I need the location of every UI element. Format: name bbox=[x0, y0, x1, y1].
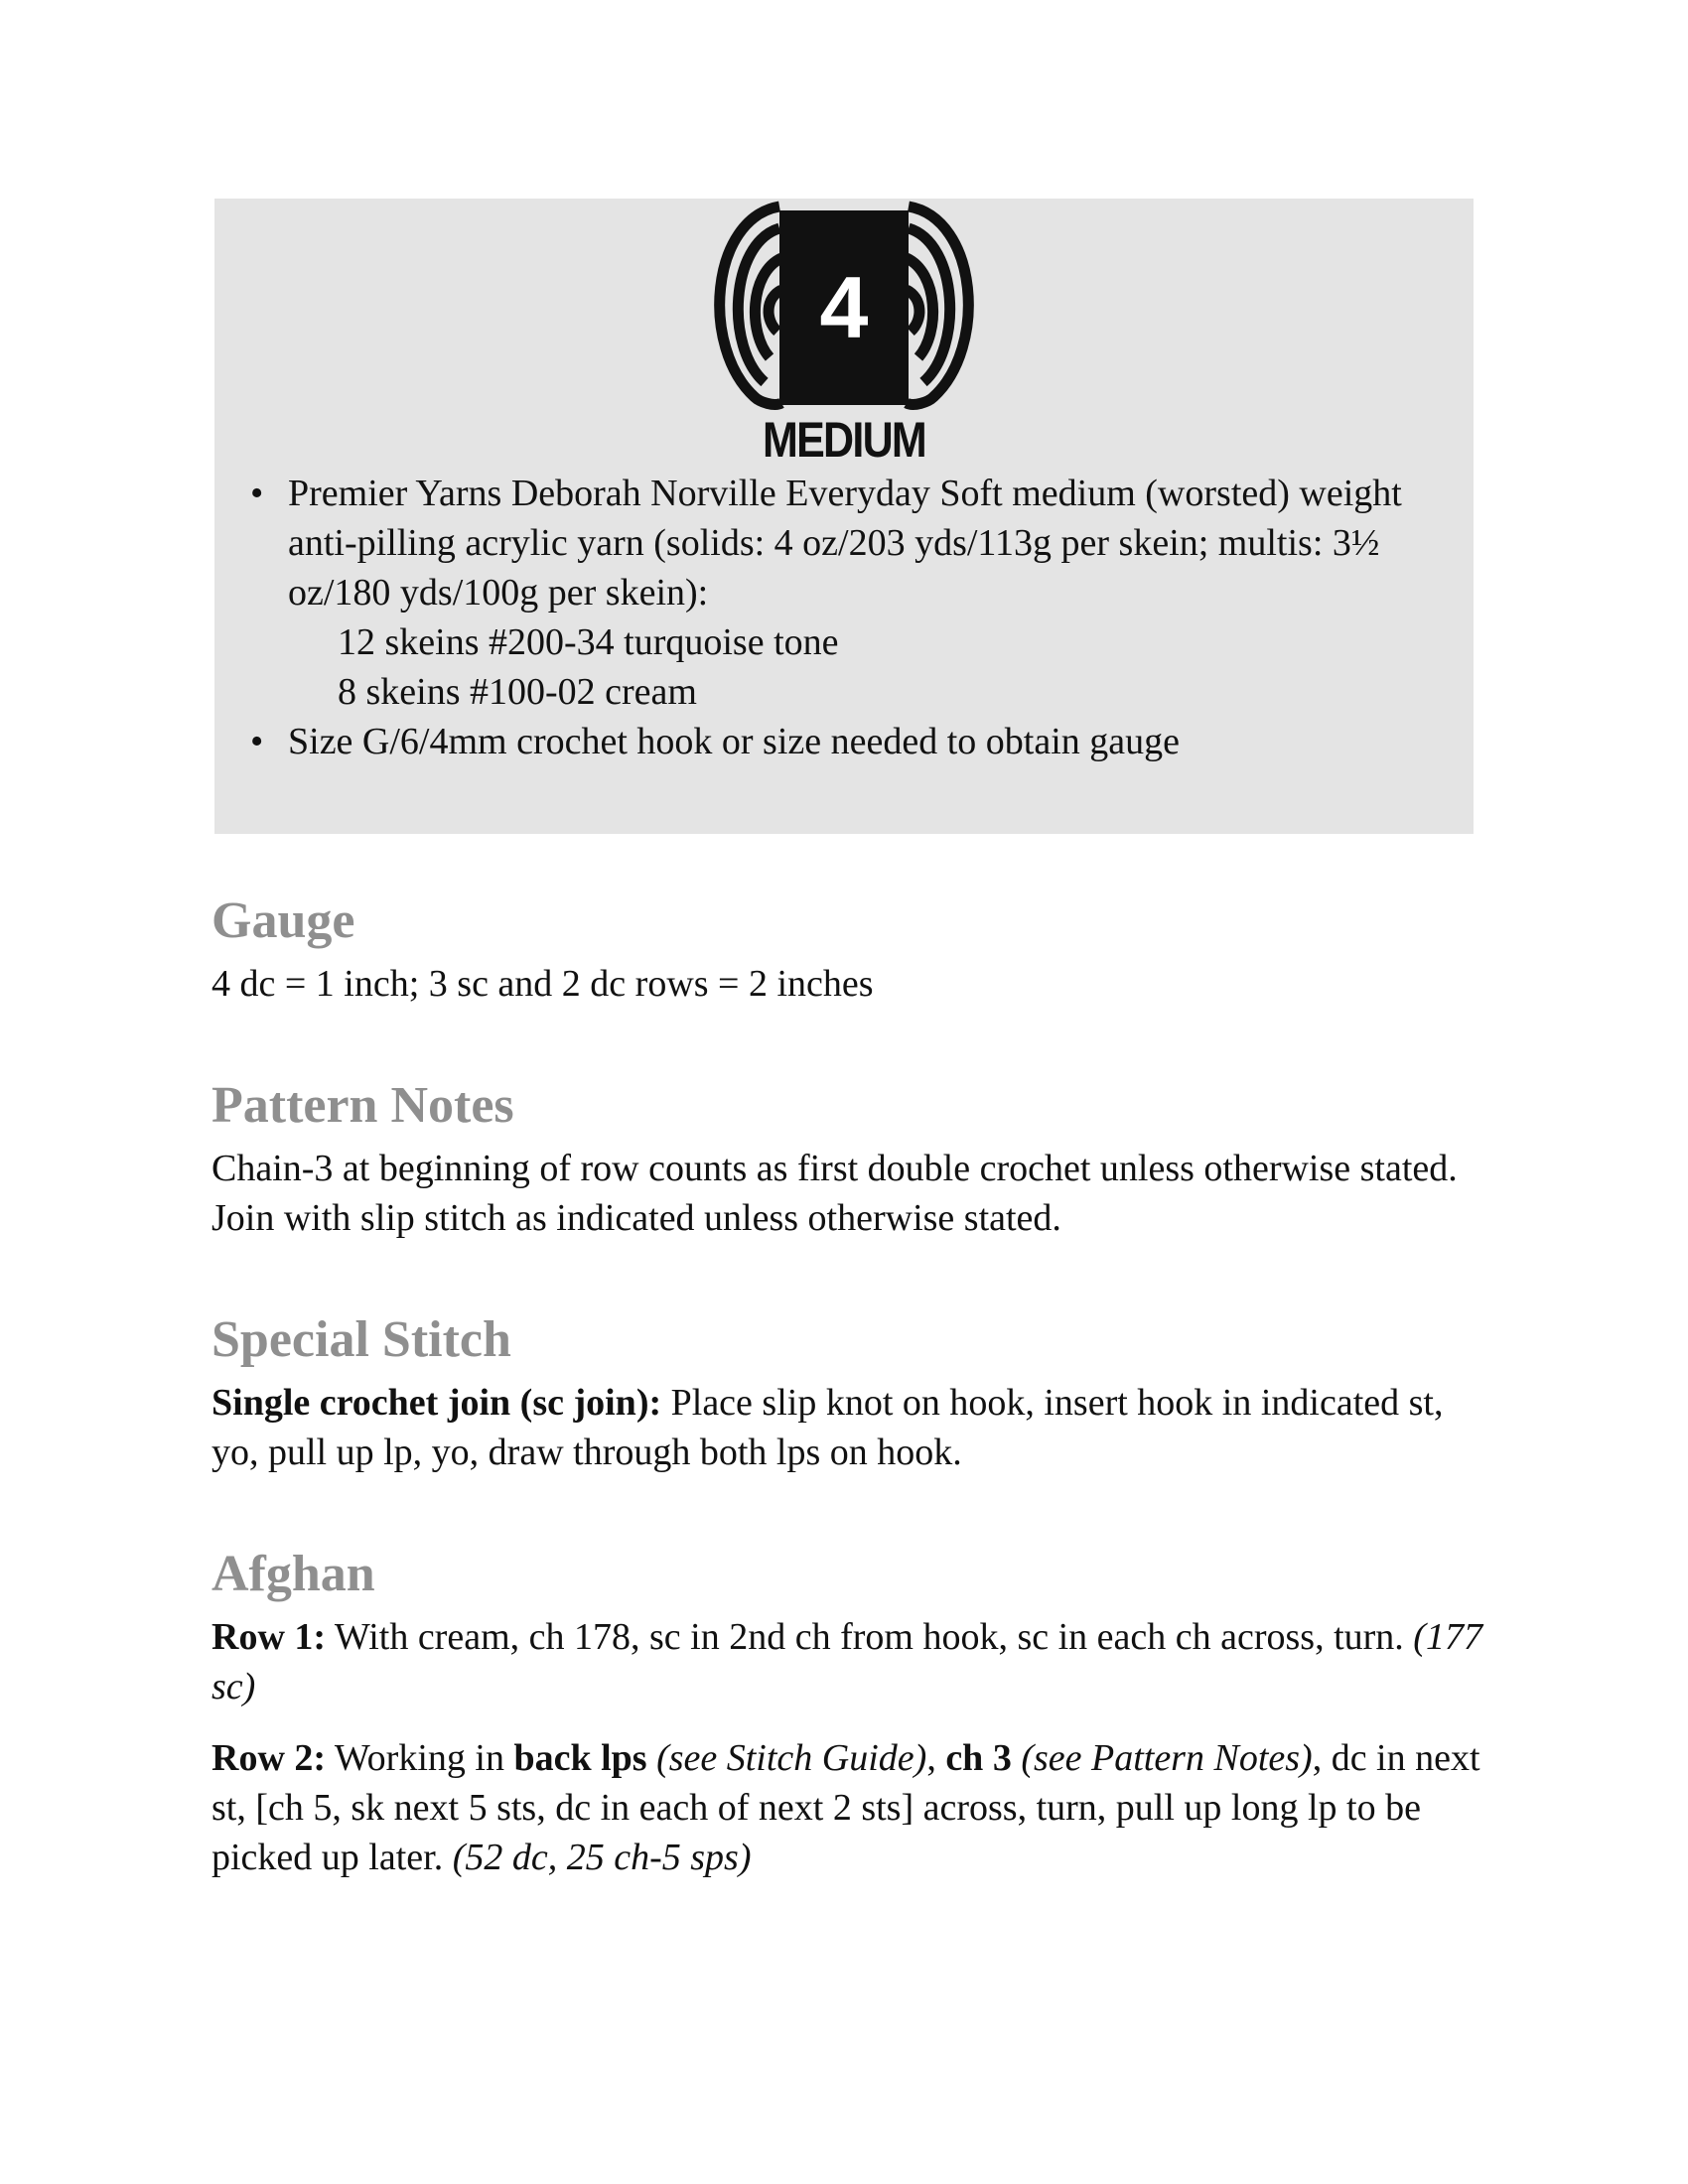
gauge-title: Gauge bbox=[211, 892, 355, 949]
stitch-count: (52 dc, 25 ch-5 sps) bbox=[452, 1837, 752, 1878]
materials-item-text: Premier Yarns Deborah Norville Everyday Soft medium (worsted) weight anti-pilling acrylic yarn (solids: 4 oz/203 yds/113g per skein; multis: 3½ oz/180 yds/100g per skein): bbox=[288, 473, 1402, 614]
pattern-content bbox=[211, 891, 1482, 1882]
materials-box bbox=[214, 199, 1474, 834]
materials-subitem: 8 skeins #100-02 cream bbox=[338, 671, 697, 713]
pattern-note: Join with slip stitch as indicated unless otherwise stated. bbox=[211, 1197, 1061, 1239]
afghan-section bbox=[211, 1545, 1482, 1882]
row-text: , dc in next st, [ch 5, sk next 5 sts, dc in each of next 2 sts] across, turn, pull up long lp to be picked up later. bbox=[211, 1737, 1480, 1878]
row-label: Row 1: bbox=[211, 1616, 327, 1658]
row-term: back lps bbox=[513, 1737, 647, 1779]
materials-item-hook bbox=[214, 717, 1474, 766]
pattern-notes-title: Pattern Notes bbox=[211, 1077, 514, 1134]
row-reference: (see Stitch Guide) bbox=[646, 1737, 927, 1779]
yarn-skein-icon bbox=[700, 199, 988, 412]
materials-item-yarn bbox=[214, 469, 1474, 717]
afghan-title: Afghan bbox=[211, 1546, 375, 1602]
yarn-weight-label: MEDIUM bbox=[762, 412, 926, 468]
special-stitch-term: Single crochet join (sc join): bbox=[211, 1382, 662, 1424]
special-stitch-section bbox=[211, 1310, 1482, 1477]
gauge-section bbox=[211, 891, 1482, 1009]
row-text: Working in bbox=[326, 1737, 514, 1779]
row-text: , bbox=[926, 1737, 946, 1779]
row-2-instruction bbox=[211, 1733, 1482, 1882]
yarn-weight-symbol bbox=[700, 199, 988, 467]
row-text: With cream, ch 178, sc in 2nd ch from hook, sc in each ch across, turn. bbox=[326, 1616, 1414, 1658]
row-1-instruction bbox=[211, 1612, 1482, 1711]
row-term: ch 3 bbox=[945, 1737, 1012, 1779]
bullet: • bbox=[250, 473, 264, 514]
materials-item-text: Size G/6/4mm crochet hook or size needed to obtain gauge bbox=[288, 721, 1181, 762]
special-stitch-description: Place slip knot on hook, insert hook in indicated st, yo, pull up lp, yo, draw through both lps on hook. bbox=[211, 1382, 1444, 1473]
pattern-note: Chain-3 at beginning of row counts as first double crochet unless otherwise stated. bbox=[211, 1148, 1458, 1189]
special-stitch-title: Special Stitch bbox=[211, 1311, 511, 1368]
stitch-count: (177 sc) bbox=[211, 1616, 1482, 1707]
materials-list bbox=[214, 469, 1474, 766]
special-stitch-text bbox=[211, 1378, 1482, 1477]
bullet: • bbox=[250, 721, 264, 762]
yarn-weight-number: 4 bbox=[819, 258, 869, 356]
materials-subitem: 12 skeins #200-34 turquoise tone bbox=[338, 621, 839, 663]
row-reference: (see Pattern Notes) bbox=[1011, 1737, 1313, 1779]
row-label: Row 2: bbox=[211, 1737, 327, 1779]
pattern-notes-section bbox=[211, 1076, 1482, 1243]
gauge-text: 4 dc = 1 inch; 3 sc and 2 dc rows = 2 inches bbox=[211, 963, 874, 1005]
